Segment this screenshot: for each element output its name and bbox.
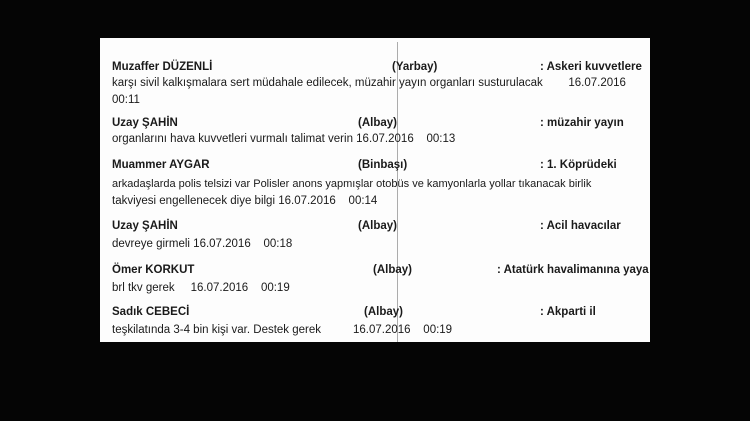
entry-line: organlarını hava kuvvetleri vurmalı talimat verin 16.07.2016 00:13 [112,133,456,145]
entry-rank: (Albay) [358,220,397,232]
entry-line: teşkilatında 3-4 bin kişi var. Destek gerek 16.07.2016 00:19 [112,324,453,336]
entry-rank: (Binbaşı) [358,159,408,171]
entry-lead: : Akparti il [540,306,596,318]
entry-name: Uzay ŞAHİN [112,220,178,232]
entry-lead: : müzahir yayın [540,117,624,129]
entry-lead: : Atatürk havalimanına yaya [497,264,649,276]
entry-name: Ömer KORKUT [112,264,195,276]
entry-lead: : 1. Köprüdeki [540,159,617,171]
document-page [100,38,650,342]
entry-line: arkadaşlarda polis telsizi var Polisler anons yapmışlar otobüs ve kamyonlarla yollar tıkanacak birlik [112,178,592,190]
entry-rank: (Albay) [364,306,403,318]
entry-name: Muzaffer DÜZENLİ [112,61,213,73]
entry-line: devreye girmeli 16.07.2016 00:18 [112,238,293,250]
entry-line: takviyesi engellenecek diye bilgi 16.07.2016 00:14 [112,195,378,207]
entry-rank: (Albay) [358,117,397,129]
entry-line: 00:11 [112,94,140,106]
entry-rank: (Albay) [373,264,412,276]
entry-name: Sadık CEBECİ [112,306,190,318]
entry-lead: : Acil havacılar [540,220,621,232]
entry-line: brl tkv gerek 16.07.2016 00:19 [112,282,290,294]
entry-rank: (Yarbay) [392,61,438,73]
entry-lead: : Askeri kuvvetlere [540,61,642,73]
entry-line: karşı sivil kalkışmalara sert müdahale edilecek, müzahir yayın organları susturulacak 16.07.2016 [112,77,626,89]
entry-name: Uzay ŞAHİN [112,117,178,129]
entry-name: Muammer AYGAR [112,159,210,171]
